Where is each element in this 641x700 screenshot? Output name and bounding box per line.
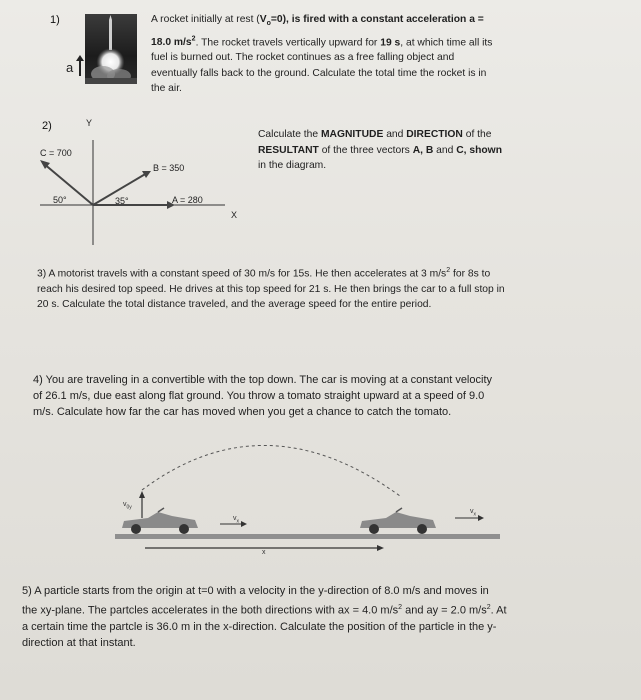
v0y-label: $v_{0y}$ [123, 501, 132, 511]
problem-3-text: 3) A motorist travels with a constant speed of 30 m/s for 15s. He then accelerates at 3 $m/s^2$ for 8s to reach his desired top speed. He drives at this top speed for 21 s. He then brings the car to a full stop in 20 s. Calculate the total distance traveled, and the average speed for the entire period. [37, 267, 505, 311]
acceleration-arrow-label: a [66, 60, 74, 75]
trajectory-path [142, 445, 400, 496]
rocket-launch-image [85, 14, 137, 84]
problem-5-text: 5) A particle starts from the origin at t=0 with a velocity in the y-direction of 8.0 m/s and moves in the xy-plane. The partcles accelerates in the both directions with ax = 4.0 $m/s^2$ and ay = 2.0 $m/s^2$. At a certain time the partcle is 36.0 m in the x-direction. Calculate the position of the particle in the y-direction at that instant. [22, 585, 507, 650]
ground [115, 534, 500, 539]
axis-y-label: Y [86, 118, 93, 128]
vector-b-label: B = 350 [153, 163, 185, 173]
tomato-trajectory-diagram [110, 428, 510, 560]
angle-c-label: 50° [53, 195, 67, 205]
car-right [360, 508, 436, 534]
vector-a-label: A = 280 [172, 195, 203, 205]
vector-c [43, 163, 93, 205]
distance-x-label: x [262, 549, 266, 556]
problem-4-text: 4) You are traveling in a convertible with the top down. The car is moving at a constant velocity of 26.1 m/s, due east along flat ground. You throw a tomato straight upward at a speed of 9.0 m/s. Calculate how far the car has moved when you get a chance to catch the tomato. [33, 374, 492, 418]
problem-1-text: A rocket initially at rest $(V_o=0)$, is fired with a constant acceleration a = 18.0 $m/s^2$. The rocket travels vertically upward for 19 s, at which time all its fuel is burned out. The rocket continues as a free falling object and eventually falls back to the ground. Calculate the total time the rocket is in the air. [151, 14, 493, 95]
problem-1-number: 1) [50, 14, 60, 26]
axis-x-label: X [231, 210, 238, 220]
problem-2-number: 2) [42, 120, 52, 132]
angle-b-label: 35° [115, 196, 129, 206]
vx-label-left: $v_x$ [233, 515, 239, 525]
vx-label-right: $v_x$ [470, 508, 476, 518]
rocket-photo [85, 14, 137, 84]
vector-diagram [20, 115, 250, 250]
car-left [122, 508, 198, 534]
acceleration-up-arrow [75, 55, 85, 77]
vector-c-label: C = 700 [40, 148, 72, 158]
problem-2-text: Calculate the MAGNITUDE and DIRECTION of the RESULTANT of the three vectors A, B and C, shown in the diagram. [258, 129, 502, 171]
